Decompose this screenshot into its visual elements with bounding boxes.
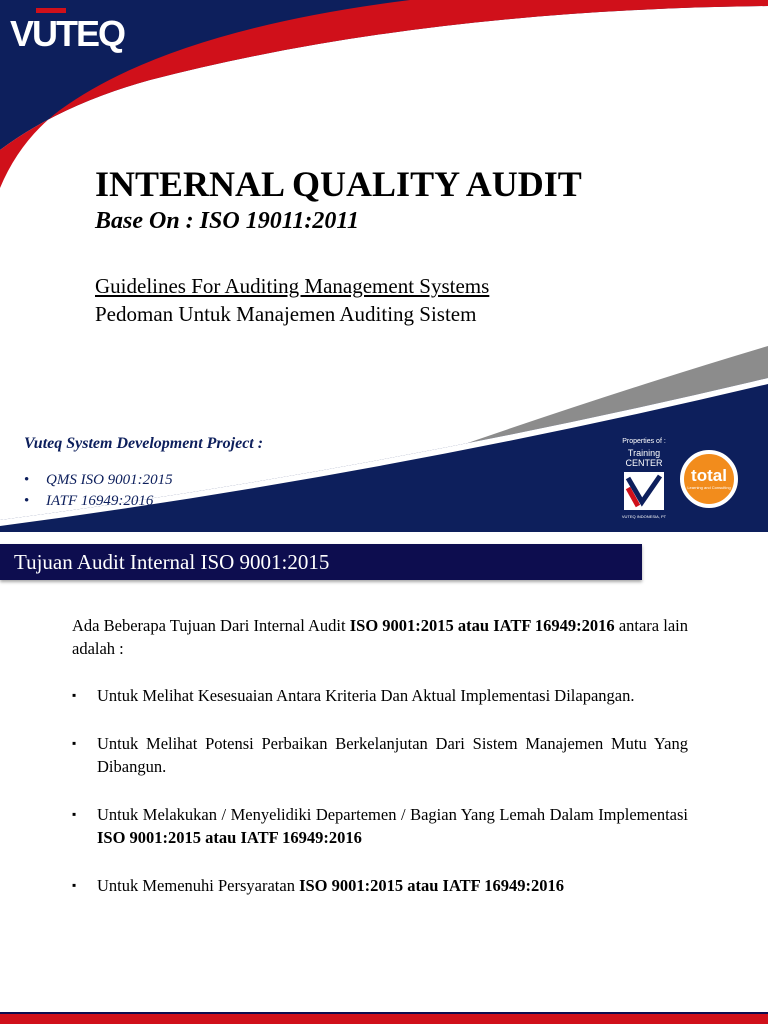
objective-item: ▪ Untuk Melakukan / Menyelidiki Departemen / Bagian Yang Lemah Dalam Implementasi ISO 9001:2015 atau IATF 16949:2016: [72, 805, 688, 847]
project-list: [24, 470, 173, 512]
training-center-label: Training CENTER: [625, 448, 663, 469]
total-logo: total Learning and Consulting: [680, 450, 738, 508]
objective-item: ▪ Untuk Memenuhi Persyaratan ISO 9001:2015 atau IATF 16949:2016: [72, 876, 565, 895]
slide-subtitle: Base On : ISO 19011:2011: [95, 208, 360, 234]
slide-header-bar: [0, 544, 642, 580]
slide-body: [72, 614, 688, 897]
project-item: • IATF 16949:2016: [24, 493, 154, 509]
square-bullet-icon: ▪: [72, 878, 77, 892]
slide-header-title: Tujuan Audit Internal ISO 9001:2015: [14, 550, 330, 574]
project-heading: Vuteq System Development Project :: [24, 435, 264, 452]
training-center-badge: [618, 438, 748, 522]
objectives-slide: [0, 532, 768, 1024]
badge-footer: VUTEQ INDONESIA, PT: [621, 514, 667, 519]
square-bullet-icon: ▪: [72, 807, 77, 821]
project-item: • QMS ISO 9001:2015: [24, 472, 173, 488]
company-logo: VUTEQ: [10, 13, 125, 54]
square-bullet-icon: ▪: [72, 736, 77, 750]
guideline-indonesian: Pedoman Untuk Manajemen Auditing Sistem: [95, 302, 477, 326]
square-bullet-icon: ▪: [72, 688, 77, 702]
objective-item: ▪ Untuk Melihat Kesesuaian Antara Kriteria Dan Aktual Implementasi Dilapangan.: [72, 686, 635, 705]
checkmark-icon: [624, 472, 664, 510]
intro-paragraph: Ada Beberapa Tujuan Dari Internal Audit ISO 9001:2015 atau IATF 16949:2016 antara lain adalah :: [72, 616, 688, 658]
bottom-accent-bar: [0, 1014, 768, 1024]
objective-list: [72, 684, 688, 897]
objective-item: ▪ Untuk Melihat Potensi Perbaikan Berkelanjutan Dari Sistem Manajemen Mutu Yang Dibangun.: [72, 734, 688, 776]
guideline-english: Guidelines For Auditing Management Systems: [95, 274, 490, 298]
slide-title: INTERNAL QUALITY AUDIT: [95, 164, 582, 204]
properties-label: Properties of :: [622, 438, 666, 445]
